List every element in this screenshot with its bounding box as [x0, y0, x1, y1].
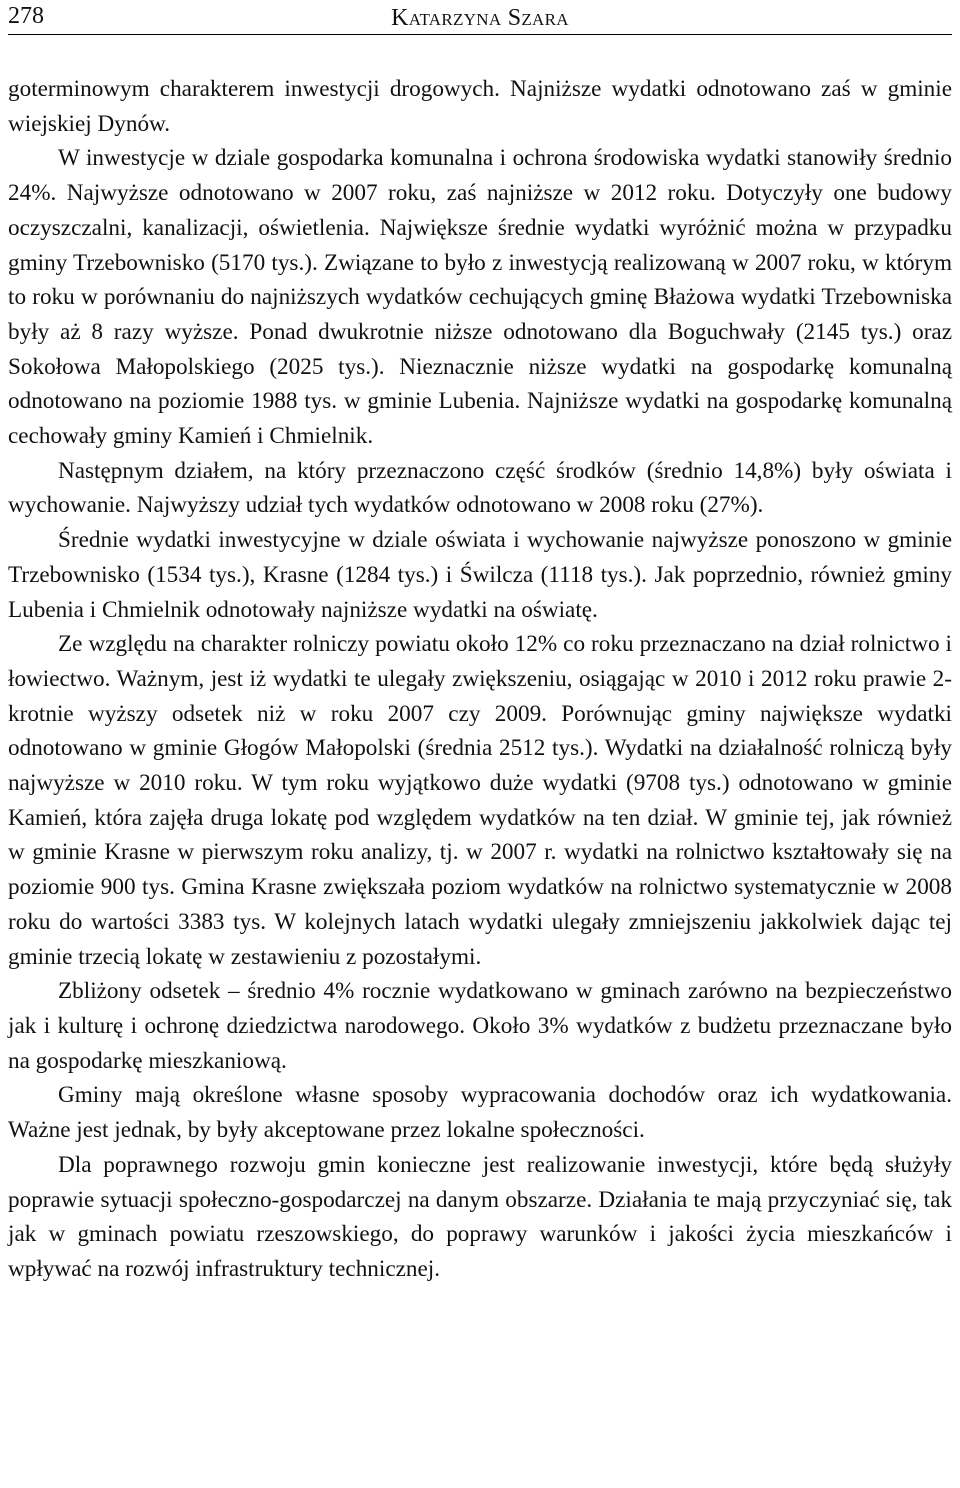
paragraph-education-share: Następnym działem, na który przeznaczono część środków (średnio 14,8%) były oświata i wychowanie. Najwyższy udział tych wydatków odnotowano w 2008 roku (27%).	[8, 457, 952, 519]
paragraph-education-spending: Średnie wydatki inwestycyjne w dziale oświata i wychowanie najwyższe ponoszono w gminie Trzebownisko (1534 tys.), Krasne (1284 tys.) i Świlcza (1118 tys.). Jak poprzednio, również gminy Lubenia i Chmielnik odnotowały najniższe wydatki na oświatę.	[8, 527, 952, 623]
paragraph-safety-culture: Zbliżony odsetek – średnio 4% rocznie wydatkowano w gminach zarówno na bezpieczeństwo jak i kulturę i ochronę dziedzictwa narodowego. Około 3% wydatków z budżetu przeznaczane było na gospodarkę mieszkaniową.	[8, 978, 952, 1074]
paragraph-conclusion: Dla poprawnego rozwoju gmin konieczne jest realizowanie inwestycji, które będą służyły poprawie sytuacji społeczno-gospodarczej na danym obszarze. Działania te mają przyczyniać się, tak jak w gminach powiatu rzeszowskiego, do poprawy warunków i jakości życia mieszkańców i wpływać na rozwój infrastruktury technicznej.	[8, 1151, 952, 1282]
paragraph-income-methods: Gminy mają określone własne sposoby wypracowania dochodów oraz ich wydatkowania. Ważne jest jednak, by były akceptowane przez lokalne społeczności.	[8, 1082, 952, 1144]
paragraph-continuation: goterminowym charakterem inwestycji drogowych. Najniższe wydatki odnotowano zaś w gminie wiejskiej Dynów.	[8, 76, 952, 137]
paragraph-agriculture: Ze względu na charakter rolniczy powiatu około 12% co roku przeznaczano na dział rolnictwo i łowiectwo. Ważnym, jest iż wydatki te ulegały zwiększeniu, osiągając w 2010 i 2012 roku prawie 2-krotnie wyższy odsetek niż w roku 2007 czy 2009. Porównując gminy największe wydatki odnotowano w gminie Głogów Małopolski (średnia 2512 tys.). Wydatki na działalność rolniczą były najwyższe w 2010 roku. W tym roku wyjątkowo duże wydatki (9708 tys.) odnotowano w gminie Kamień, która zajęła druga lokatę pod względem wydatków na ten dział. W gminie tej, jak również w gminie Krasne w pierwszym roku analizy, tj. w 2007 r. wydatki na rolnictwo kształtowały się na poziomie 900 tys. Gmina Krasne zwiększała poziom wydatków na rolnictwo systematycznie w 2008 roku do wartości 3383 tys. W kolejnych latach wydatki ulegały zmniejszeniu jakkolwiek dając tej gminie trzecią lokatę w zestawieniu z pozostałymi.	[8, 631, 952, 970]
running-header	[8, 0, 952, 35]
running-title: Katarzyna Szara	[391, 5, 569, 31]
body-text	[8, 72, 952, 1287]
page-number: 278	[8, 3, 44, 29]
paragraph-municipal-economy: W inwestycje w dziale gospodarka komunalna i ochrona środowiska wydatki stanowiły średnio 24%. Najwyższe odnotowano w 2007 roku, zaś najniższe w 2012 roku. Dotyczyły one budowy oczyszczalni, kanalizacji, oświetlenia. Największe średnie wydatki wyróżnić można w przypadku gminy Trzebownisko (5170 tys.). Związane to było z inwestycją realizowaną w 2007 roku, w którym to roku w porównaniu do najniższych wydatków cechujących gminę Błażowa wydatki Trzebowniska były aż 8 razy wyższe. Ponad dwukrotnie niższe odnotowano dla Boguchwały (2145 tys.) oraz Sokołowa Małopolskiego (2025 tys.). Nieznacznie niższe wydatki na gospodarkę komunalną odnotowano na poziomie 1988 tys. w gminie Lubenia. Najniższe wydatki na gospodarkę komunalną cechowały gminy Kamień i Chmielnik.	[8, 145, 952, 450]
